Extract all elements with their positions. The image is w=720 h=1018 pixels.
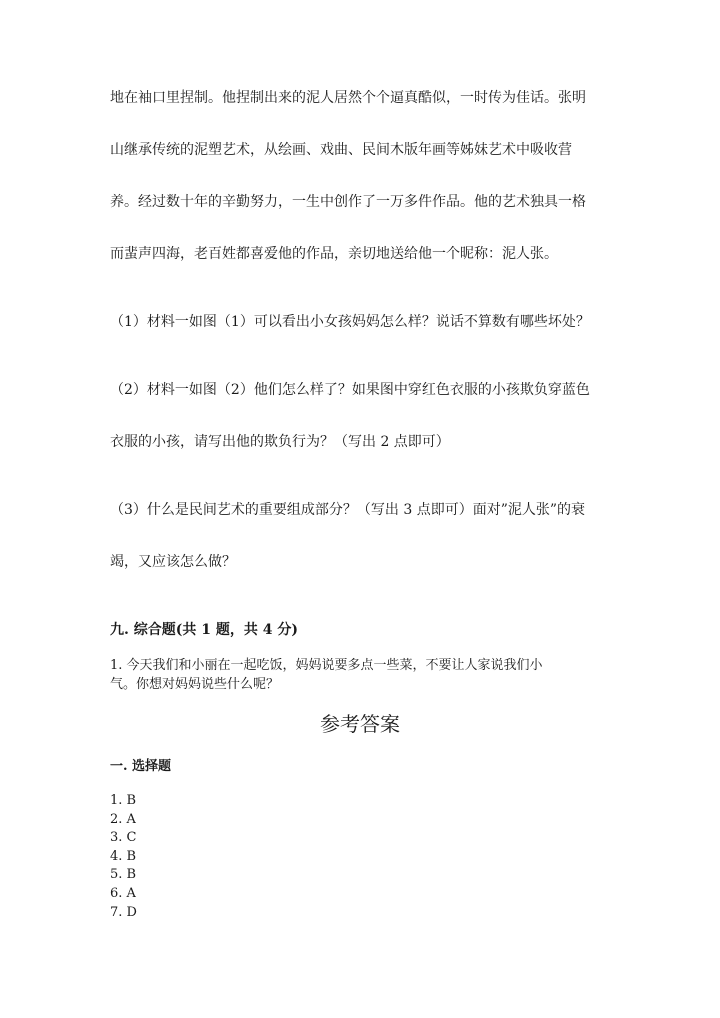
answer-item: 1. B xyxy=(110,793,137,808)
passage-line-3: 养。经过数十年的辛勤努力，一生中创作了一万多件作品。他的艺术独具一格 xyxy=(110,194,586,210)
question-3-line-2: 竭，又应该怎么做？ xyxy=(110,554,236,570)
answer-item: 4. B xyxy=(110,848,137,864)
question-1: （1）材料一如图（1）可以看出小女孩妈妈怎么样？说话不算数有哪些坏处？ xyxy=(110,314,590,330)
answer-list xyxy=(110,792,137,922)
answer-section-1-heading: 一. 选择题 xyxy=(110,759,172,774)
answer-item: 5. B xyxy=(110,867,137,883)
section-9-item-line-2: 气。你想对妈妈说些什么呢？ xyxy=(110,677,280,692)
passage-line-2: 山继承传统的泥塑艺术，从绘画、戏曲、民间木版年画等姊妹艺术中吸收营 xyxy=(110,142,572,158)
question-2-line-1: （2）材料一如图（2）他们怎么样了？如果图中穿红色衣服的小孩欺负穿蓝色 xyxy=(110,382,590,398)
answer-item: 6. A xyxy=(110,885,136,901)
question-2-line-2: 衣服的小孩，请写出他的欺负行为？（写出 2 点即可） xyxy=(110,434,450,450)
answer-item: 7. D xyxy=(110,904,137,920)
question-3-line-1: （3）什么是民间艺术的重要组成部分？（写出 3 点即可）面对”泥人张”的衰 xyxy=(110,502,586,518)
answer-key-title: 参考答案 xyxy=(320,712,400,736)
answer-item: 2. A xyxy=(110,811,136,827)
section-9-heading: 九. 综合题(共 1 题，共 4 分) xyxy=(110,622,298,638)
section-9-item-line-1: 1. 今天我们和小丽在一起吃饭，妈妈说要多点一些菜，不要让人家说我们小 xyxy=(110,658,543,673)
answer-item: 3. C xyxy=(110,830,137,846)
passage-line-4: 而蜚声四海，老百姓都喜爱他的作品，亲切地送给他一个昵称：泥人张。 xyxy=(110,246,558,262)
passage-line-1: 地在袖口里捏制。他捏制出来的泥人居然个个逼真酷似，一时传为佳话。张明 xyxy=(110,90,586,106)
